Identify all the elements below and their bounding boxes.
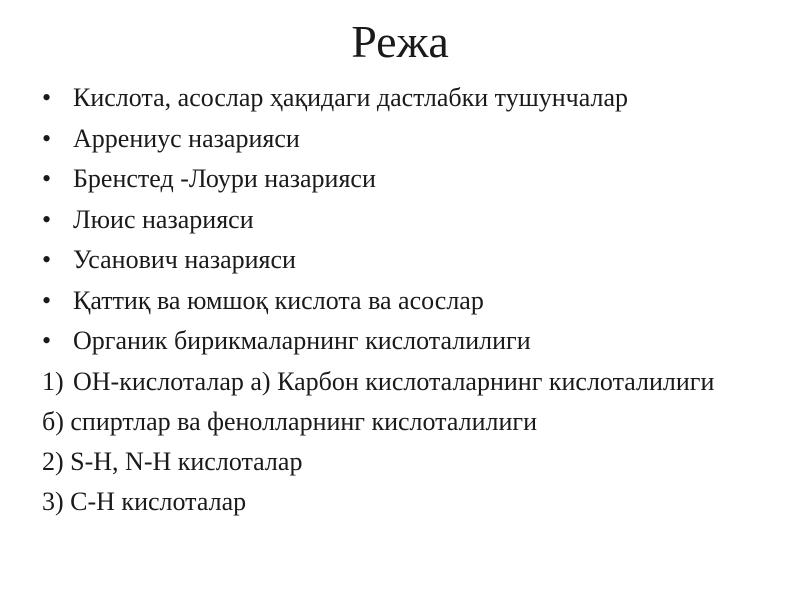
bullet-marker: • [42, 164, 52, 193]
slide-content [42, 78, 762, 522]
bullet-item [42, 119, 762, 160]
bullet-marker: • [42, 83, 52, 112]
bullet-list [42, 78, 762, 362]
bullet-item [42, 159, 762, 200]
list-item: б) спиртлар ва фенолларнинг кислоталилиги [42, 406, 537, 436]
bullet-text: Қаттиқ ва юмшоқ кислота ва асослар [73, 285, 484, 315]
list-item: 2) S-H, N-H кислоталар [42, 446, 303, 476]
bullet-marker: • [42, 326, 52, 355]
bullet-text: Аррениус назарияси [73, 123, 300, 153]
bullet-marker: • [42, 245, 52, 274]
list-item-text: ОН-кислоталар а) Карбон кислоталарнинг кислоталилиги [73, 366, 715, 396]
bullet-text: Усанович назарияси [73, 245, 296, 274]
bullet-item [42, 321, 762, 362]
bullet-text: Бренстед -Лоури назарияси [73, 164, 376, 193]
bullet-item [42, 78, 762, 119]
bullet-text: Кислота, асослар ҳақидаги дастлабки тушунчалар [73, 83, 628, 112]
bullet-item [42, 240, 762, 281]
bullet-text: Люис назарияси [73, 204, 254, 234]
bullet-marker: • [42, 285, 52, 315]
list-item [42, 365, 762, 399]
bullet-item [42, 200, 762, 241]
slide-title: Режа [351, 16, 449, 67]
bullet-marker: • [42, 123, 52, 153]
bullet-marker: • [42, 204, 52, 234]
bullet-text: Органик бирикмаларнинг кислоталилиги [73, 326, 531, 355]
bullet-item [42, 281, 762, 322]
numbered-list [42, 365, 762, 522]
list-item: 3) С-Н кислоталар [42, 486, 247, 516]
list-item-number: 1) [42, 366, 64, 396]
